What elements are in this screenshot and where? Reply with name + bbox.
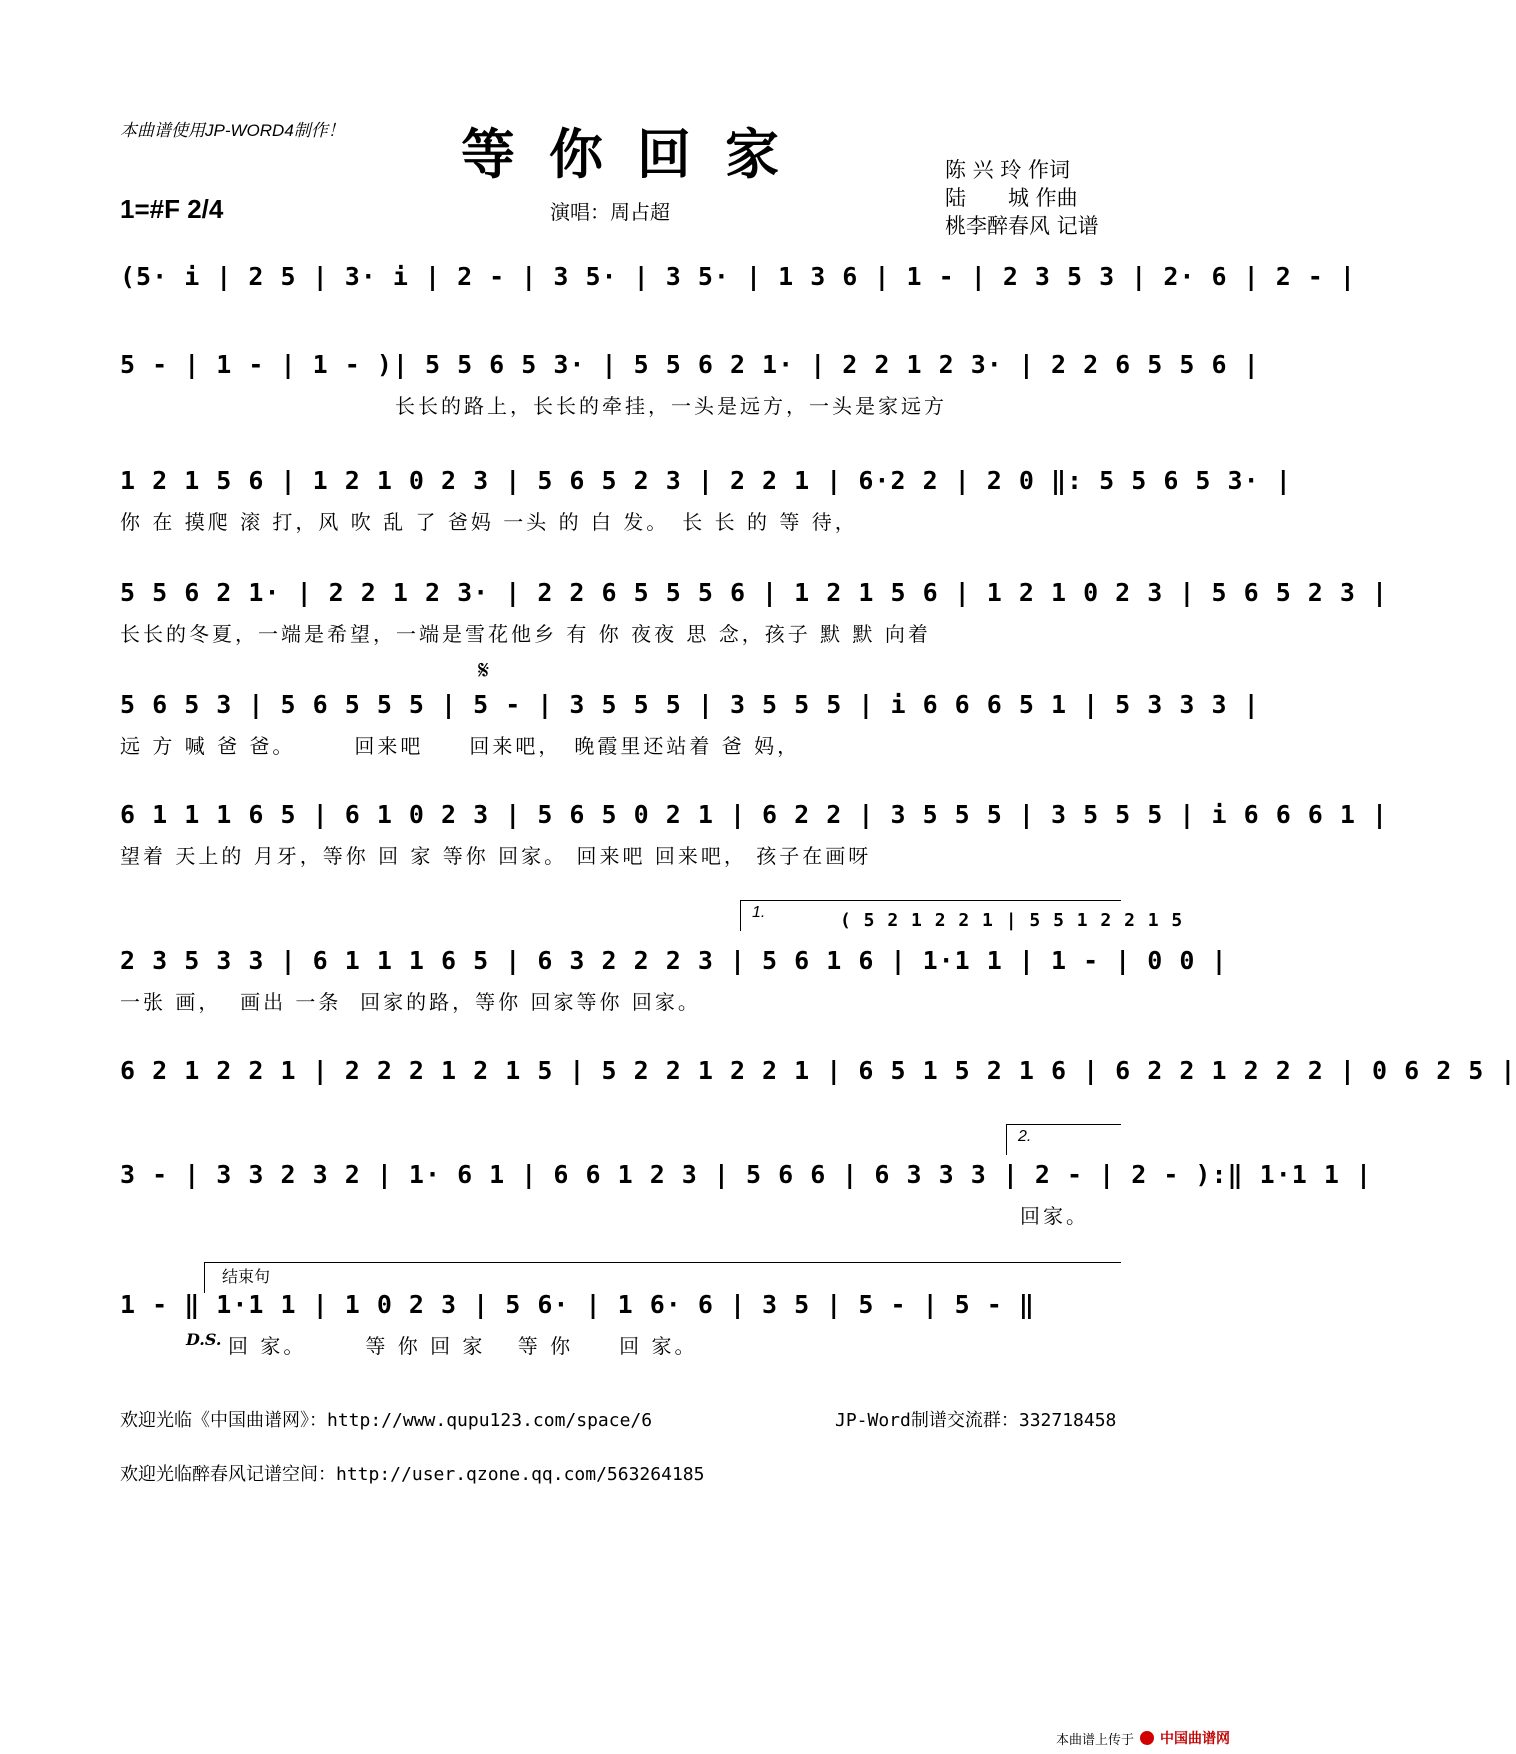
lyric-line-3: 你 在 摸爬 滚 打，风 吹 乱 了 爸妈 一头 的 白 发。 长 长 的 等 待， [120,510,858,534]
lyric-line-2: 长长的路上，长长的牵挂，一头是远方，一头是家远方 [395,394,947,418]
volta-1-label: 1. [752,904,766,921]
ds-mark: D.S. [186,1330,222,1349]
ending-label: 结束句 [222,1269,271,1286]
transcriber-credit: 桃李醉春风 记谱 [945,214,1099,238]
lyric-line-9: 回家。 [1020,1204,1089,1228]
upload-badge [1056,1728,1230,1748]
footer-site: 欢迎光临《中国曲谱网》：http://www.qupu123.com/space/6 [120,1410,653,1431]
score-line-8: 6 2 1 2 2 1 | 2 2 2 1 2 1 5 | 5 2 2 1 2 2 1 | 6 5 1 5 2 1 6 | 6 2 2 1 2 2 2 | 0 6 2 5 | [120,1056,1516,1085]
score-line-3: 1 2 1 5 6 | 1 2 1 0 2 3 | 5 6 5 2 3 | 2 2 1 | 6·2 2 | 2 0 ‖: 5 5 6 5 3· | [120,466,1292,495]
volta-1-intro: ( 5 2 1 2 2 1 | 5 5 1 2 2 1 5 [840,910,1184,931]
score-line-5: 5 6 5 3 | 5 6 5 5 5 | 5 - | 3 5 5 5 | 3 5 5 5 | i 6 6 6 5 1 | 5 3 3 3 | [120,690,1260,719]
upload-text: 本曲谱上传于 [1055,1732,1134,1748]
lyric-line-6: 望着 天上的 月牙，等你 回 家 等你 回家。 回来吧 回来吧， 孩子在画呀 [120,844,872,868]
score-line-2: 5 - | 1 - | 1 - )| 5 5 6 5 3· | 5 5 6 2 1· | 2 2 1 2 3· | 2 2 6 5 5 6 | [120,350,1260,379]
lyric-line-10: 回 家。 等 你 回 家 等 你 回 家。 [228,1334,698,1358]
key-signature: 1=#F 2/4 [120,194,224,224]
composer-credit: 陆 城 作曲 [945,186,1078,210]
song-title: 等你回家 [461,122,813,186]
score-line-7: 2 3 5 3 3 | 6 1 1 1 6 5 | 6 3 2 2 2 3 | 5 6 1 6 | 1·1 1 | 1 - | 0 0 | [120,946,1228,975]
score-line-1: (5· i | 2 5 | 3· i | 2 - | 3 5· | 3 5· | 1 3 6 | 1 - | 2 3 5 3 | 2· 6 | 2 - | [120,262,1356,291]
lyricist-credit: 陈 兴 玲 作词 [945,158,1071,182]
segno-sign: 𝄋 [478,656,490,686]
footer-group: JP-Word制谱交流群：332718458 [835,1410,1117,1431]
score-line-9: 3 - | 3 3 2 3 2 | 1· 6 1 | 6 6 1 2 3 | 5 6 6 | 6 3 3 3 | 2 - | 2 - ):‖ 1·1 1 | [120,1160,1372,1189]
lyric-line-7: 一张 画， 画出 一条 回家的路，等你 回家等你 回家。 [120,990,701,1014]
score-line-4: 5 5 6 2 1· | 2 2 1 2 3· | 2 2 6 5 5 5 6 | 1 2 1 5 6 | 1 2 1 0 2 3 | 5 6 5 2 3 | [120,578,1389,607]
qupu-logo-icon [1140,1731,1154,1745]
footer-qzone: 欢迎光临醉春风记谱空间：http://user.qzone.qq.com/563264185 [120,1464,705,1485]
lyric-line-4: 长长的冬夏，一端是希望，一端是雪花他乡 有 你 夜夜 思 念，孩子 默 默 向着 [120,622,931,646]
ending-bracket [204,1262,1121,1293]
volta-2-label: 2. [1018,1128,1032,1145]
singer-credit: 演唱：周占超 [550,200,670,224]
score-line-6: 6 1 1 1 6 5 | 6 1 0 2 3 | 5 6 5 0 2 1 | 6 2 2 | 3 5 5 5 | 3 5 5 5 | i 6 6 6 1 | [120,800,1389,829]
logo-text: 中国曲谱网 [1160,1731,1230,1747]
made-with-note: 本曲谱使用JP-WORD4制作！ [120,121,345,140]
lyric-line-5: 远 方 喊 爸 爸。 回来吧 回来吧， 晚霞里还站着 爸 妈， [120,734,801,758]
score-line-10: 1 - ‖ 1·1 1 | 1 0 2 3 | 5 6· | 1 6· 6 | 3 5 | 5 - | 5 - ‖ [120,1290,1035,1319]
